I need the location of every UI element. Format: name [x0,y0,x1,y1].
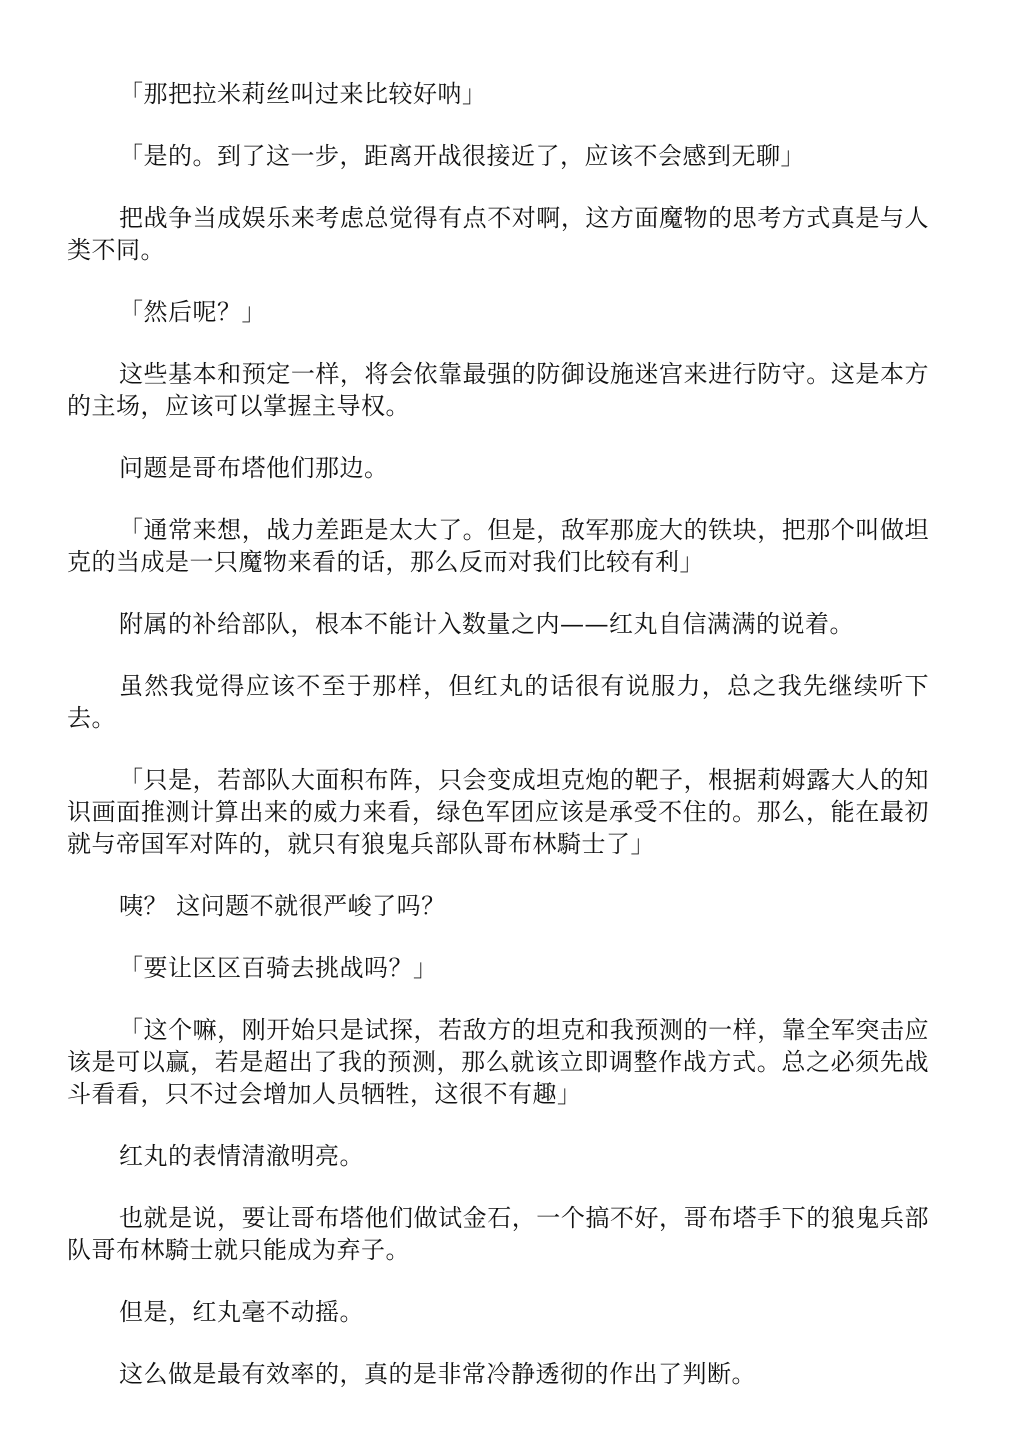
paragraph: 但是，红丸毫不动摇。 [119,1298,364,1326]
paragraph: 「是的。到了这一步，距离开战很接近了，应该不会感到无聊」 [119,142,805,170]
paragraph: 「要让区区百骑去挑战吗？」 [119,954,438,982]
paragraph: 「那把拉米莉丝叫过来比较好呐」 [119,80,487,108]
paragraph: 「然后呢？」 [119,298,266,326]
paragraph: 把战争当成娱乐来考虑总觉得有点不对啊，这方面魔物的思考方式真是与人类不同。 [67,204,929,264]
paragraph: 问题是哥布塔他们那边。 [119,454,389,482]
paragraph: 「通常来想，战力差距是太大了。但是，敌军那庞大的铁块，把那个叫做坦克的当成是一只魔物来看的话，那么反而对我们比较有利」 [67,516,929,576]
paragraph: 这么做是最有效率的，真的是非常冷静透彻的作出了判断。 [119,1360,756,1388]
paragraph: 红丸的表情清澈明亮。 [119,1142,364,1170]
paragraph: 虽然我觉得应该不至于那样，但红丸的话很有说服力，总之我先继续听下去。 [67,672,929,732]
paragraph: 咦？ 这问题不就很严峻了吗？ [119,892,446,920]
paragraph: 也就是说，要让哥布塔他们做试金石，一个搞不好，哥布塔手下的狼鬼兵部队哥布林騎士就只能成为弃子。 [67,1204,929,1264]
paragraph: 「只是，若部队大面积布阵，只会变成坦克炮的靶子，根据莉姆露大人的知识画面推测计算出来的威力来看，绿色军团应该是承受不住的。那么，能在最初就与帝国军对阵的，就只有狼鬼兵部队哥布林騎士了」 [67,766,929,858]
paragraph: 这些基本和预定一样，将会依靠最强的防御设施迷宫来进行防守。这是本方的主场，应该可以掌握主导权。 [67,360,929,420]
paragraph: 附属的补给部队，根本不能计入数量之内——红丸自信满满的说着。 [119,610,854,638]
paragraph: 「这个嘛，刚开始只是试探，若敌方的坦克和我预测的一样，靠全军突击应该是可以赢，若是超出了我的预测，那么就该立即调整作战方式。总之必须先战斗看看，只不过会增加人员牺牲，这很不有趣」 [67,1016,929,1108]
